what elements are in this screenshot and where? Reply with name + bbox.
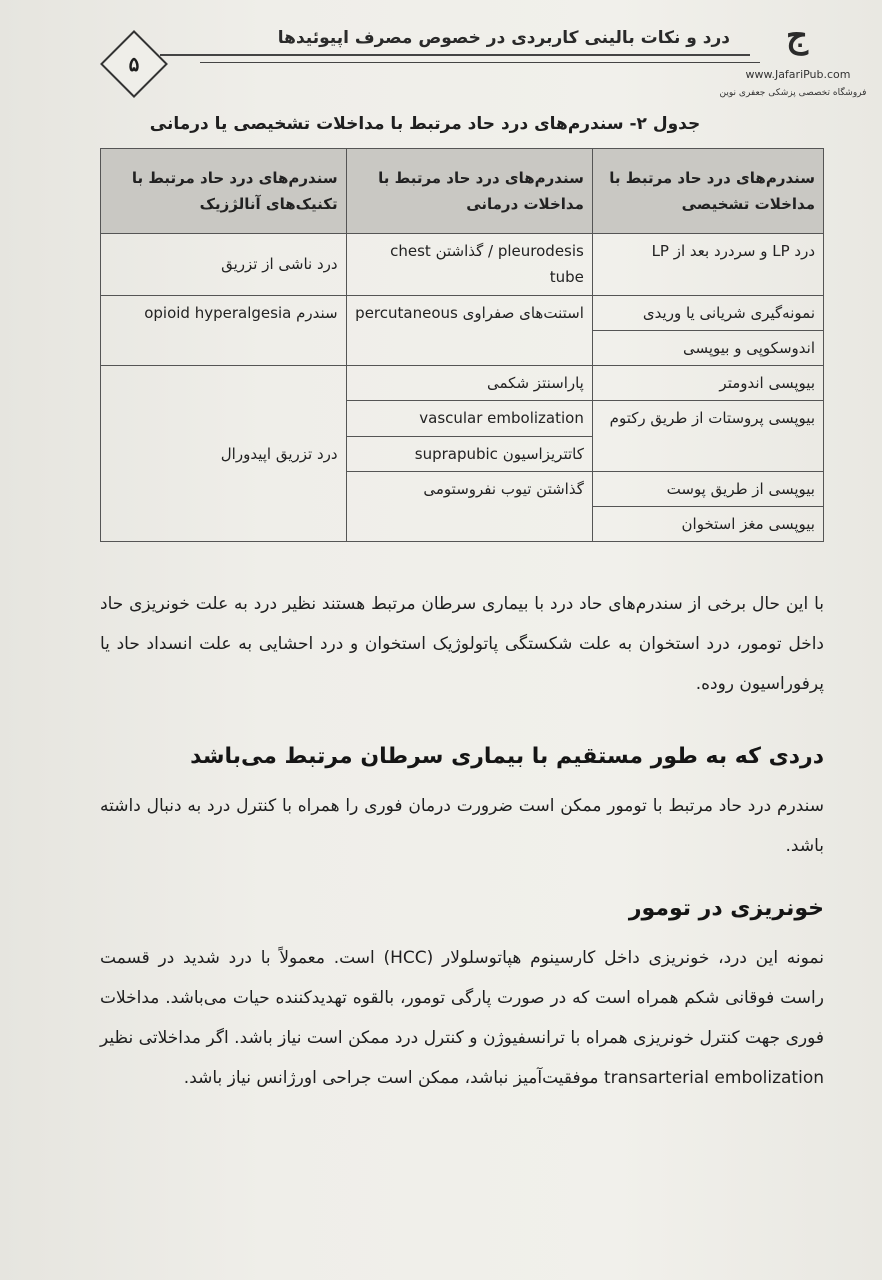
table-cell: سندرم opioid hyperalgesia <box>101 295 347 366</box>
table-cell: درد تزریق اپیدورال <box>101 366 347 542</box>
header-analgesic: سندرم‌های درد حاد مرتبط با تکنیک‌های آنالژزیک <box>101 149 347 234</box>
table-cell: استنت‌های صفراوی percutaneous <box>346 295 592 366</box>
running-header-title: درد و نکات بالینی کاربردی در خصوص مصرف اپیوئیدها <box>277 28 730 48</box>
table-cell: نمونه‌گیری شریانی یا وریدی <box>592 295 823 330</box>
table-cell: کاتتریزاسیون suprapubic <box>346 436 592 471</box>
header-rule <box>160 54 750 56</box>
paragraph-intro: با این حال برخی از سندرم‌های حاد درد با بیماری سرطان مرتبط هستند نظیر درد به علت خونریزی حاد داخل تومور، درد استخوان به علت شکستگی پاتولوژیک استخوان و درد احشایی به علت انسداد حاد یا پرفوراسیون روده. <box>100 594 824 694</box>
table-cell: بیوپسی اندومتر <box>592 366 823 401</box>
table-cell: اندوسکوپی و بیوپسی <box>592 330 823 365</box>
publisher-logo: ج <box>786 16 808 56</box>
table-cell: بیوپسی پروستات از طریق رکتوم <box>592 401 823 472</box>
paragraph-tumor-hemorrhage: نمونه این درد، خونریزی داخل کارسینوم هپاتوسلولار (HCC) است. معمولاً با درد شدید در قسمت راست فوقانی شکم همراه است که در صورت پارگی تومور، بالقوه تهدیدکننده حیات می‌باشد. مداخلات فوری جهت کنترل خونریزی همراه با ترانسفیوژن و کنترل درد ممکن است نیاز باشد. اگر مداخلاتی نظیر transarterial embolization موفقیت‌آمیز نباشد، ممکن است جراحی اورژانس نیاز باشد. <box>100 948 824 1088</box>
table-cell: بیوپسی مغز استخوان <box>592 507 823 542</box>
table-cell: درد LP و سردرد بعد از LP <box>592 234 823 296</box>
paragraph-direct-pain: سندرم درد حاد مرتبط با تومور ممکن است ضرورت درمان فوری را همراه با کنترل درد به دنبال داشته باشد. <box>100 796 824 856</box>
table-row <box>101 366 824 401</box>
header-therapeutic: سندرم‌های درد حاد مرتبط با مداخلات درمانی <box>346 149 592 234</box>
table-row <box>101 295 824 330</box>
table-cell: درد ناشی از تزریق <box>101 234 347 296</box>
header-rule-thin <box>200 62 760 63</box>
table-caption: جدول ۲- سندرم‌های درد حاد مرتبط با مداخلات تشخیصی یا درمانی <box>149 114 701 134</box>
page-number-badge <box>100 30 168 98</box>
syndromes-table <box>100 148 824 542</box>
table-row <box>101 234 824 296</box>
table-cell: pleurodesis / گذاشتن chest tube <box>346 234 592 296</box>
table-header-row <box>101 149 824 234</box>
table-cell: گذاشتن تیوب نفروستومی <box>346 471 592 542</box>
page-number: ۵ <box>128 52 140 76</box>
section-heading-direct-pain: دردی که به طور مستقیم با بیماری سرطان مرتبط می‌باشد <box>190 744 824 769</box>
publisher-url: www.JafariPub.com <box>745 68 851 81</box>
table-cell: vascular embolization <box>346 401 592 436</box>
publisher-name: فروشگاه تخصصی پزشکی جعفری نوین <box>719 88 867 98</box>
section-heading-tumor-hemorrhage: خونریزی در تومور <box>628 896 824 921</box>
header-diagnostic: سندرم‌های درد حاد مرتبط با مداخلات تشخیصی <box>592 149 823 234</box>
table-cell: پاراسنتز شکمی <box>346 366 592 401</box>
table-cell: بیوپسی از طریق پوست <box>592 471 823 506</box>
